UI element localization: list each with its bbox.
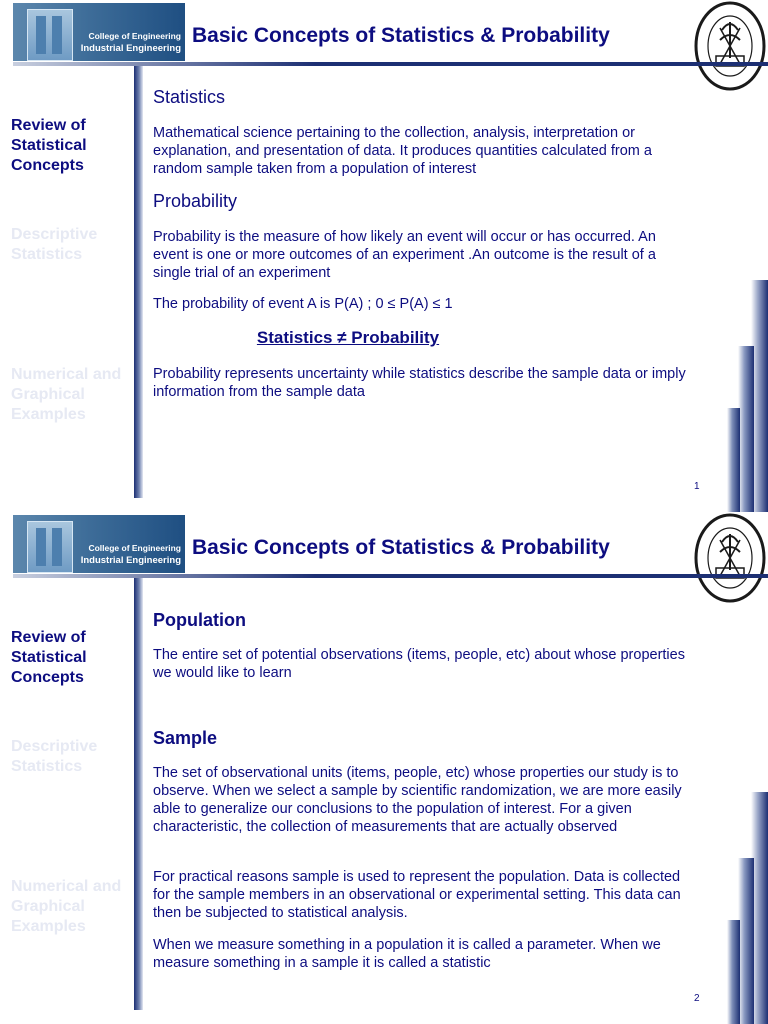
header-divider <box>13 574 768 578</box>
slide-title: Basic Concepts of Statistics & Probability <box>192 536 610 559</box>
nav-numerical-graphical-examples[interactable]: Numerical and Graphical Examples <box>11 366 122 423</box>
heading-population: Population <box>153 610 246 630</box>
building-icon <box>27 9 73 61</box>
paragraph-parameter-statistic: When we measure something in a population it is called a parameter. When we measure something in a sample it is called a statistic <box>153 937 661 971</box>
building-icon <box>27 521 73 573</box>
paragraph-uncertainty: Probability represents uncertainty while statistics describe the sample data or imply information from the sample data <box>153 366 686 400</box>
heading-statistics: Statistics <box>153 87 226 107</box>
logo-college-text: College of Engineering <box>88 543 181 553</box>
paragraph-probability: Probability is the measure of how likely an event will occur or has occurred. An event is one or more outcomes of an experiment .An outcome is the result of a single trial of an experiment <box>153 229 656 281</box>
decorative-bar <box>727 920 740 1024</box>
nav-review-statistical-concepts[interactable]: Review of Statistical Concepts <box>11 117 87 174</box>
university-seal-icon <box>690 0 768 96</box>
paragraph-practical-reasons: For practical reasons sample is used to represent the population. Data is collected for the sample members in an observational or experimental setting. This data can then be subjected to statistical analysis. <box>153 869 681 921</box>
logo-college-text: College of Engineering <box>88 31 181 41</box>
paragraph-sample: The set of observational units (items, people, etc) whose properties our study is to observe. When we select a sample by scientific randomization, we are more easily able to generalize our conclusions to the population of interest. For a given characteristic, the collection of measurements that are actually observed <box>153 765 682 835</box>
college-logo-banner <box>13 515 185 573</box>
page-number: 1 <box>694 481 700 492</box>
paragraph-population: The entire set of potential observations (items, people, etc) about whose properties we would like to learn <box>153 647 685 681</box>
paragraph-statistics: Mathematical science pertaining to the collection, analysis, interpretation or explanation, and presentation of data. It produces quantities calculated from a random sample taken from a population of interest <box>153 125 652 177</box>
paragraph-event-probability: The probability of event A is P(A) ; 0 ≤ P(A) ≤ 1 <box>153 296 453 312</box>
nav-review-statistical-concepts[interactable]: Review of Statistical Concepts <box>11 629 87 686</box>
heading-probability: Probability <box>153 191 238 211</box>
heading-sample: Sample <box>153 728 218 748</box>
sidebar-divider <box>134 66 143 498</box>
logo-department-text: Industrial Engineering <box>80 555 181 566</box>
decorative-bar <box>738 858 754 1024</box>
university-seal-icon <box>690 512 768 608</box>
decorative-bar <box>727 408 740 512</box>
slide-2 <box>0 512 768 1024</box>
slide-title: Basic Concepts of Statistics & Probability <box>192 24 610 47</box>
statistics-vs-probability: Statistics ≠ Probability <box>256 328 440 347</box>
sidebar-divider <box>134 578 143 1010</box>
logo-department-text: Industrial Engineering <box>80 43 181 54</box>
page-number: 2 <box>694 993 700 1004</box>
nav-numerical-graphical-examples[interactable]: Numerical and Graphical Examples <box>11 878 122 935</box>
header-divider <box>13 62 768 66</box>
nav-descriptive-statistics[interactable]: Descriptive Statistics <box>11 738 98 775</box>
decorative-bar <box>738 346 754 512</box>
college-logo-banner <box>13 3 185 61</box>
nav-descriptive-statistics[interactable]: Descriptive Statistics <box>11 226 98 263</box>
